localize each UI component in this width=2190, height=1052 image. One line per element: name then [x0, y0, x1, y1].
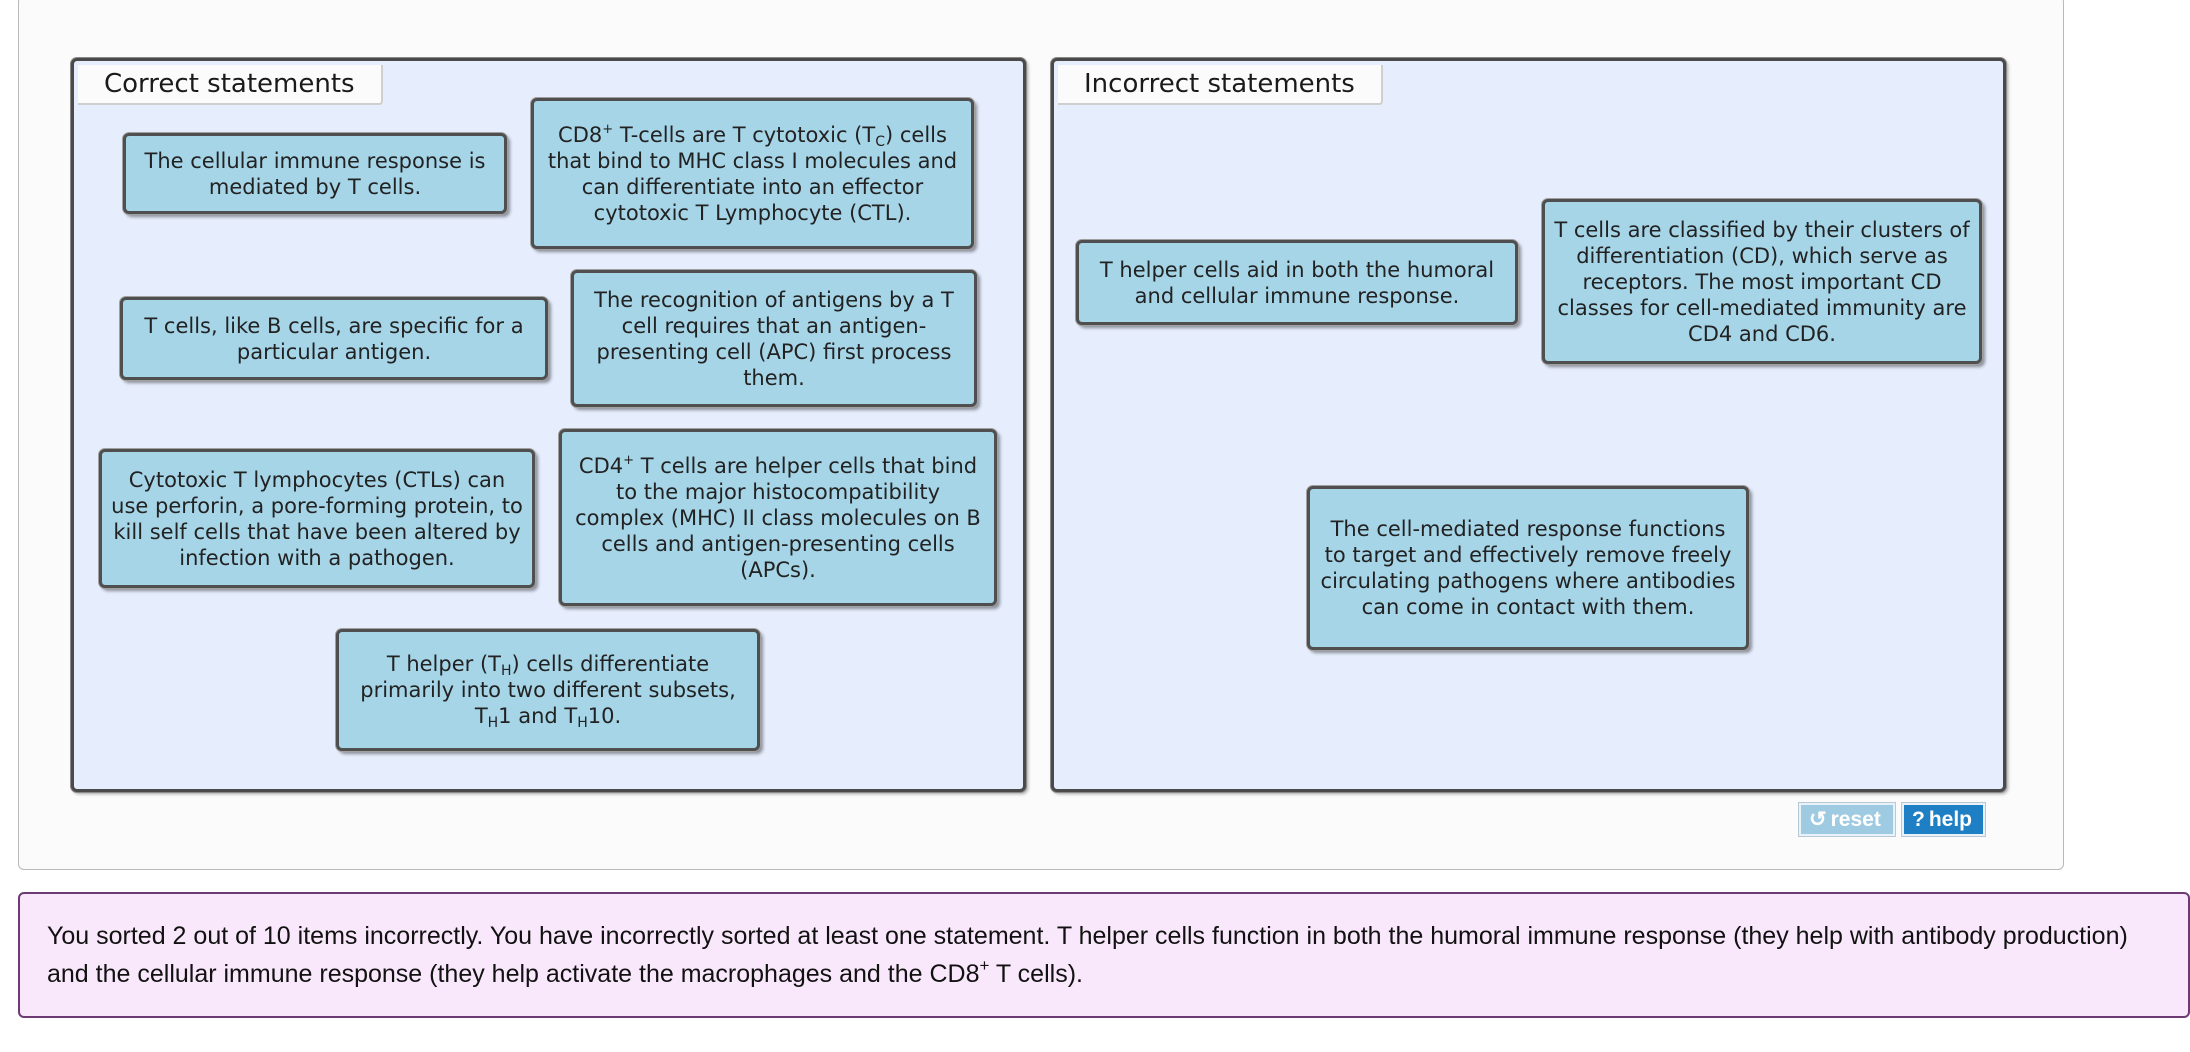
statement-text: The recognition of antigens by a T cell requires that an antigen-presenting cell (APC) first process them. — [594, 287, 954, 390]
statement-card[interactable] — [1307, 486, 1749, 650]
incorrect-statements-zone[interactable] — [1051, 58, 2006, 792]
statement-text: Cytotoxic T lymphocytes (CTLs) can use perforin, a pore-forming protein, to kill self cells that have been altered by infection with a pathogen. — [111, 467, 523, 570]
reset-button[interactable] — [1799, 803, 1895, 836]
statement-text: T cells, like B cells, are specific for a particular antigen. — [144, 313, 524, 364]
statement-text: T helper $(T_H)$ cells differentiate primarily into two different subsets, $T_H1$ and $T_H10$. — [360, 652, 736, 731]
statement-text: T helper cells aid in both the humoral and cellular immune response. — [1099, 257, 1495, 308]
statement-card[interactable] — [1542, 199, 1982, 364]
statement-card[interactable] — [531, 98, 974, 249]
statement-card[interactable] — [123, 133, 507, 214]
statement-card[interactable] — [559, 429, 997, 606]
statement-card[interactable] — [1076, 240, 1518, 325]
help-label: help — [1928, 808, 1972, 831]
reset-label: reset — [1830, 808, 1881, 831]
reset-icon: ↺ — [1809, 808, 1827, 831]
incorrect-zone-label: Incorrect statements — [1058, 65, 1383, 105]
statement-text: The cellular immune response is mediated by T cells. — [144, 148, 486, 199]
statement-text: The cell-mediated response functions to target and effectively remove freely circulating pathogens where antibodies can come in contact with them. — [1320, 517, 1736, 619]
statement-text: T cells are classified by their clusters of differentiation (CD), which serve as receptors. The most important CD classes for cell-mediated immunity are CD4 and CD6. — [1554, 217, 1970, 346]
help-icon: ? — [1912, 808, 1925, 831]
statement-card[interactable] — [99, 449, 535, 588]
statement-card[interactable] — [336, 629, 760, 751]
correct-zone-label: Correct statements — [78, 65, 383, 105]
statement-text: CD8+ T-cells are T cytotoxic $(T_C)$ cells that bind to MHC class I molecules and can differentiate into an effector cytotoxic T Lymphocyte (CTL). — [547, 121, 958, 225]
statement-text: CD4+ T cells are helper cells that bind to the major histocompatibility complex (MHC) II class molecules on B cells and antigen-presenting cells (APCs). — [575, 452, 981, 582]
feedback-message: You sorted 2 out of 10 items incorrectly. You have incorrectly sorted at least one statement. T helper cells function in both the humoral immune response (they help with antibody production) and the cellular immune response (they help activate the macrophages and the CD8+ T cells). — [18, 892, 2190, 1018]
statement-card[interactable] — [120, 297, 548, 380]
statement-card[interactable] — [571, 270, 977, 407]
help-button[interactable] — [1902, 803, 1985, 836]
